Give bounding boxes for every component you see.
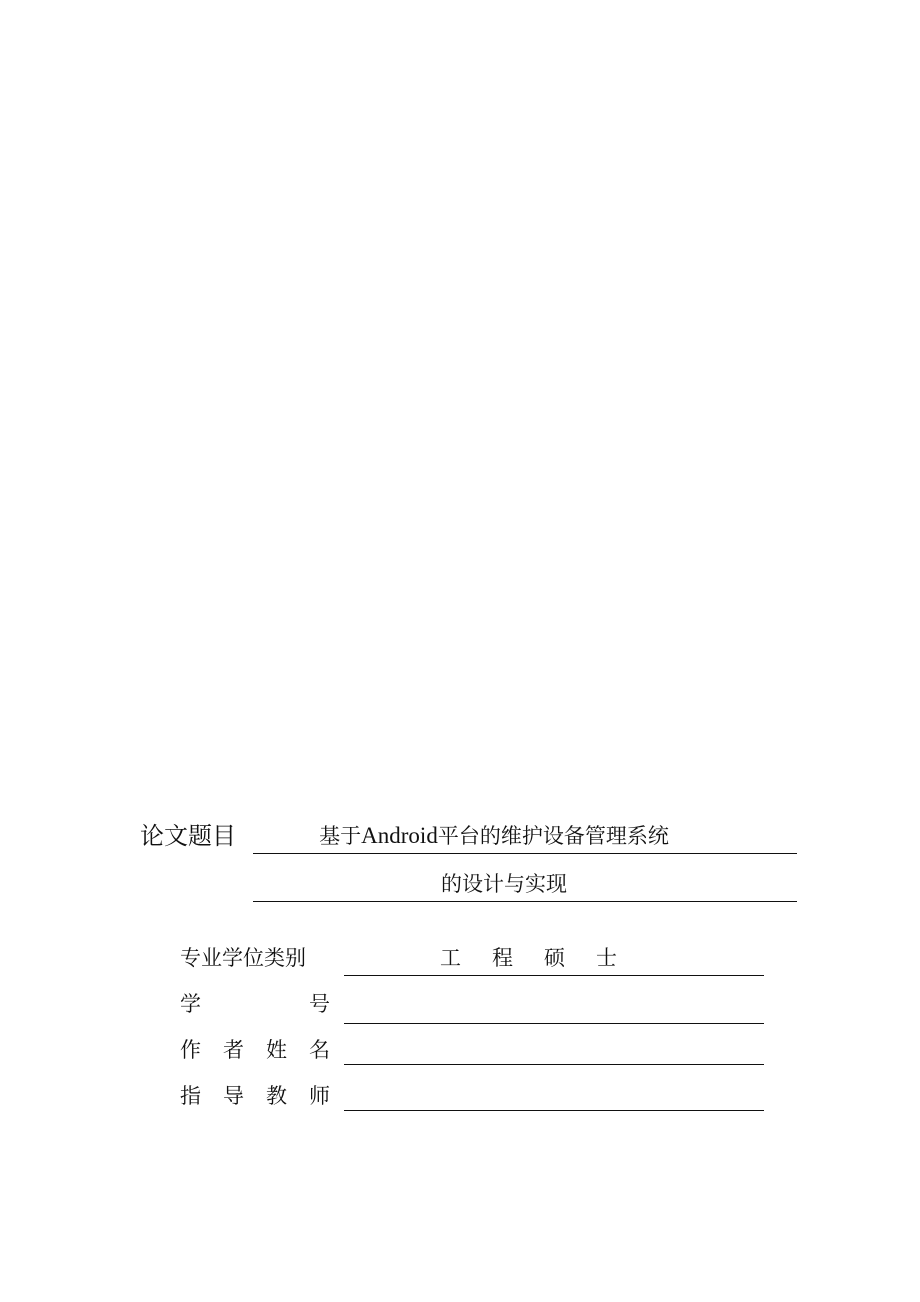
degree-char: 工 — [440, 946, 461, 970]
label-char: 号 — [309, 992, 330, 1016]
degree-type-label — [180, 944, 330, 972]
author-name-underline — [344, 1064, 764, 1065]
student-id-label — [180, 990, 330, 1018]
advisor-underline — [344, 1110, 764, 1111]
title-latin: Android — [361, 823, 438, 848]
title-suffix: 平台的维护设备管理系统 — [437, 824, 669, 848]
student-id-underline — [344, 1023, 764, 1024]
degree-char: 硕 — [544, 946, 565, 970]
thesis-title-label: 论文题目 — [140, 822, 236, 850]
author-name-label — [180, 1036, 330, 1064]
degree-char: 程 — [492, 946, 513, 970]
label-char: 师 — [309, 1084, 330, 1108]
degree-type-underline — [344, 975, 764, 976]
advisor-label — [180, 1082, 330, 1110]
title-underline-1 — [253, 853, 797, 854]
thesis-title-line-2: 的设计与实现 — [441, 872, 567, 896]
degree-type-label-text: 专业学位类别 — [180, 946, 306, 970]
label-char: 教 — [266, 1084, 287, 1108]
title-underline-2 — [253, 901, 797, 902]
label-char: 姓 — [266, 1038, 287, 1062]
label-char: 名 — [309, 1038, 330, 1062]
label-char: 作 — [180, 1038, 201, 1062]
label-char: 者 — [223, 1038, 244, 1062]
label-char: 指 — [180, 1084, 201, 1108]
degree-char: 士 — [596, 946, 617, 970]
thesis-title-line-1 — [253, 822, 797, 850]
title-prefix: 基于 — [319, 824, 362, 848]
degree-type-value — [440, 944, 648, 972]
label-char: 导 — [223, 1084, 244, 1108]
label-char: 学 — [180, 992, 201, 1016]
